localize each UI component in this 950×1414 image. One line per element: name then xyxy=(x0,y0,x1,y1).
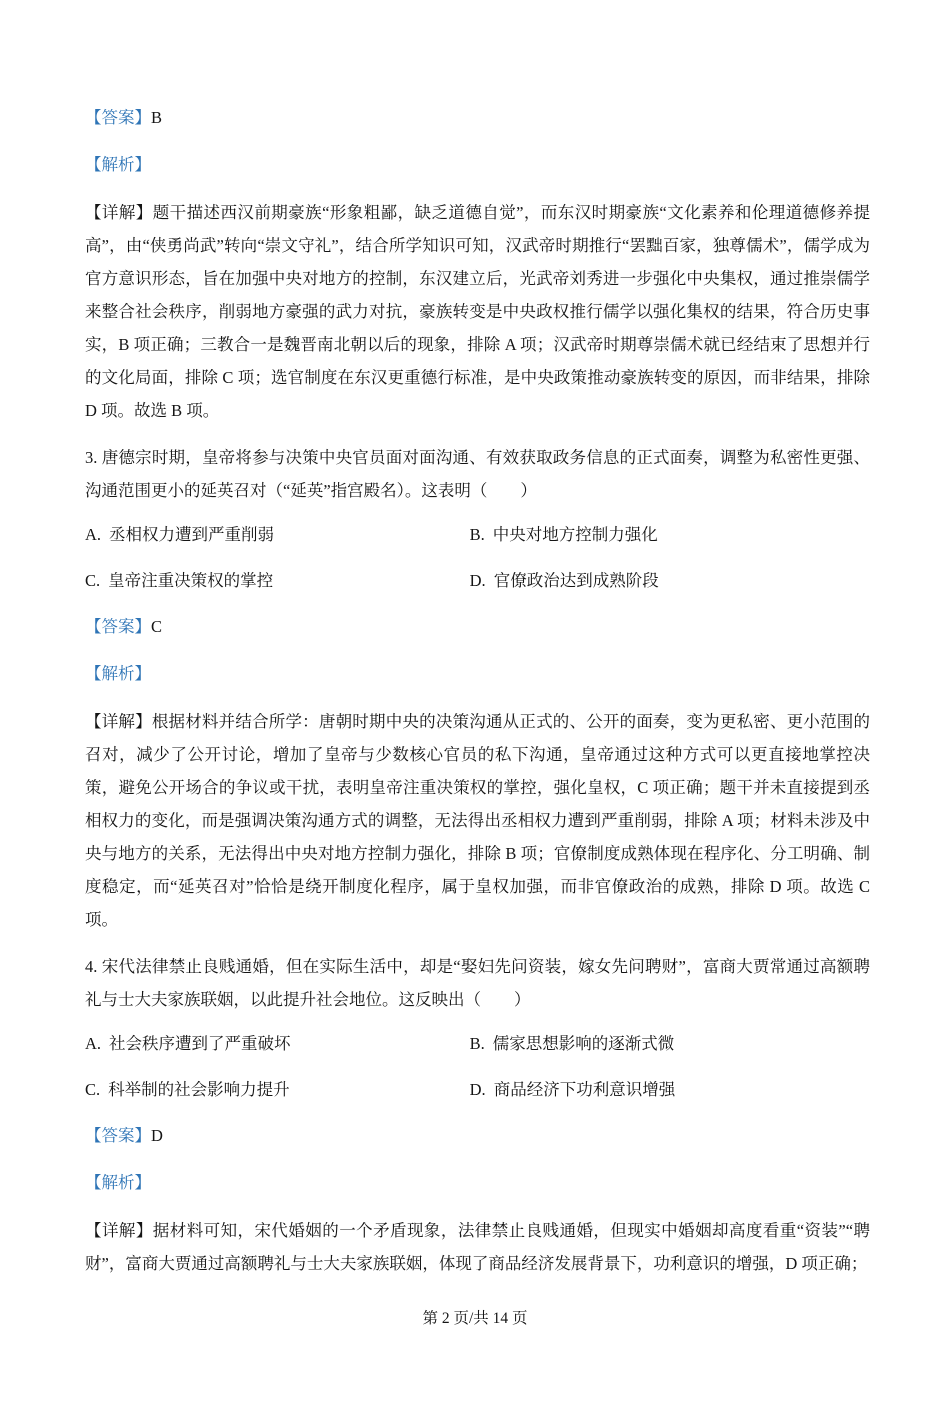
q4-option-d xyxy=(470,1074,676,1106)
q3-option-b-text: 中央对地方控制力强化 xyxy=(492,525,658,544)
answer-label: 【答案】 xyxy=(85,1126,151,1145)
q3-option-b-key: B. xyxy=(469,525,485,544)
q4-options-row-2 xyxy=(85,1074,870,1106)
q4-answer-value: D xyxy=(151,1126,163,1145)
q4-detail-paragraph xyxy=(85,1214,870,1280)
q4-option-a-text: 社会秩序遭到了严重破坏 xyxy=(109,1034,291,1053)
q3-analysis-line xyxy=(85,658,870,690)
detail-label: 【详解】 xyxy=(85,712,152,731)
q2-detail-text: 题干描述西汉前期豪族“形象粗鄙，缺乏道德自觉”，而东汉时期豪族“文化素养和伦理道德修养提高”，由“侠勇尚武”转向“崇文守礼”，结合所学知识可知，汉武帝时期推行“罢黜百家，独尊儒术”，儒学成为官方意识形态，旨在加强中央对地方的控制，东汉建立后，光武帝刘秀进一步强化中央集权，通过推崇儒学来整合社会秩序，削弱地方豪强的武力对抗，豪族转变是中央政权推行儒学以强化集权的结果，符合历史事实，B 项正确；三教合一是魏晋南北朝以后的现象，排除 A 项；汉武帝时期尊崇儒术就已经结束了思想并行的文化局面，排除 C 项；选官制度在东汉更重德行标准，是中央政策推动豪族转变的原因，而非结果，排除 D 项。故选 B 项。 xyxy=(85,203,870,420)
analysis-label: 【解析】 xyxy=(85,664,151,683)
q2-detail-paragraph xyxy=(85,196,870,427)
analysis-label: 【解析】 xyxy=(85,1173,151,1192)
detail-label: 【详解】 xyxy=(85,203,153,222)
q4-option-d-text: 商品经济下功利意识增强 xyxy=(493,1080,676,1099)
q4-option-a xyxy=(85,1028,470,1060)
q3-options-row-1 xyxy=(85,519,870,551)
q4-option-b-key: B. xyxy=(469,1034,485,1053)
q3-option-a-key: A. xyxy=(85,525,102,544)
q4-option-b-text: 儒家思想影响的逐渐式微 xyxy=(492,1034,675,1053)
q2-answer-line xyxy=(85,102,870,134)
q3-option-a xyxy=(85,519,470,551)
q3-option-d xyxy=(470,565,659,597)
q4-option-c-text: 科举制的社会影响力提升 xyxy=(108,1080,290,1099)
q3-option-b xyxy=(470,519,658,551)
q4-detail-text: 据材料可知，宋代婚姻的一个矛盾现象，法律禁止良贱通婚，但现实中婚姻却高度看重“资装”“聘财”，富商大贾通过高额聘礼与士大夫家族联姻，体现了商品经济发展背景下，功利意识的增强，D 项正确； xyxy=(85,1221,870,1273)
detail-label: 【详解】 xyxy=(85,1221,153,1240)
q3-answer-line xyxy=(85,611,870,643)
q3-stem: 3. 唐德宗时期，皇帝将参与决策中央官员面对面沟通、有效获取政务信息的正式面奏，调整为私密性更强、沟通范围更小的延英召对（“延英”指宫殿名）。这表明（ ） xyxy=(85,448,870,500)
q3-option-a-text: 丞相权力遭到严重削弱 xyxy=(109,525,275,544)
q2-answer-value: B xyxy=(151,108,163,127)
answer-label: 【答案】 xyxy=(85,617,151,636)
q4-options-row-1 xyxy=(85,1028,870,1060)
q4-option-c xyxy=(85,1074,470,1106)
q3-detail-text: 根据材料并结合所学：唐朝时期中央的决策沟通从正式的、公开的面奏，变为更私密、更小范围的召对，减少了公开讨论，增加了皇帝与少数核心官员的私下沟通，皇帝通过这种方式可以更直接地掌控决策，避免公开场合的争议或干扰，表明皇帝注重决策权的掌控，强化皇权，C 项正确；题干并未直接提到丞相权力的变化，而是强调决策沟通方式的调整，无法得出丞相权力遭到严重削弱，排除 A 项；材料未涉及中央与地方的关系，无法得出中央对地方控制力强化，排除 B 项；官僚制度成熟体现在程序化、分工明确、制度稳定，而“延英召对”恰恰是绕开制度化程序，属于皇权加强，而非官僚政治的成熟，排除 D 项。故选 C 项。 xyxy=(85,712,871,929)
q3-option-c-key: C. xyxy=(85,571,101,590)
analysis-label: 【解析】 xyxy=(85,155,151,174)
q3-option-c xyxy=(85,565,470,597)
q4-option-b xyxy=(470,1028,675,1060)
q3-option-c-text: 皇帝注重决策权的掌控 xyxy=(108,571,274,590)
q4-option-d-key: D. xyxy=(469,1080,486,1099)
q4-analysis-line xyxy=(85,1167,870,1199)
q2-analysis-line xyxy=(85,149,870,181)
q4-option-a-key: A. xyxy=(85,1034,102,1053)
q3-option-d-text: 官僚政治达到成熟阶段 xyxy=(493,571,659,590)
q3-option-d-key: D. xyxy=(469,571,486,590)
q4-stem: 4. 宋代法律禁止良贱通婚，但在实际生活中，却是“娶妇先问资装，嫁女先问聘财”，富商大贾常通过高额聘礼与士大夫家族联姻，以此提升社会地位。这反映出（ ） xyxy=(85,957,870,1009)
q3-options-row-2 xyxy=(85,565,870,597)
q3-answer-value: C xyxy=(151,617,163,636)
q3-detail-paragraph xyxy=(85,705,870,936)
q4-option-c-key: C. xyxy=(85,1080,101,1099)
page-number-footer: 第 2 页/共 14 页 xyxy=(422,1310,528,1327)
q4-answer-line xyxy=(85,1120,870,1152)
answer-label: 【答案】 xyxy=(85,108,151,127)
